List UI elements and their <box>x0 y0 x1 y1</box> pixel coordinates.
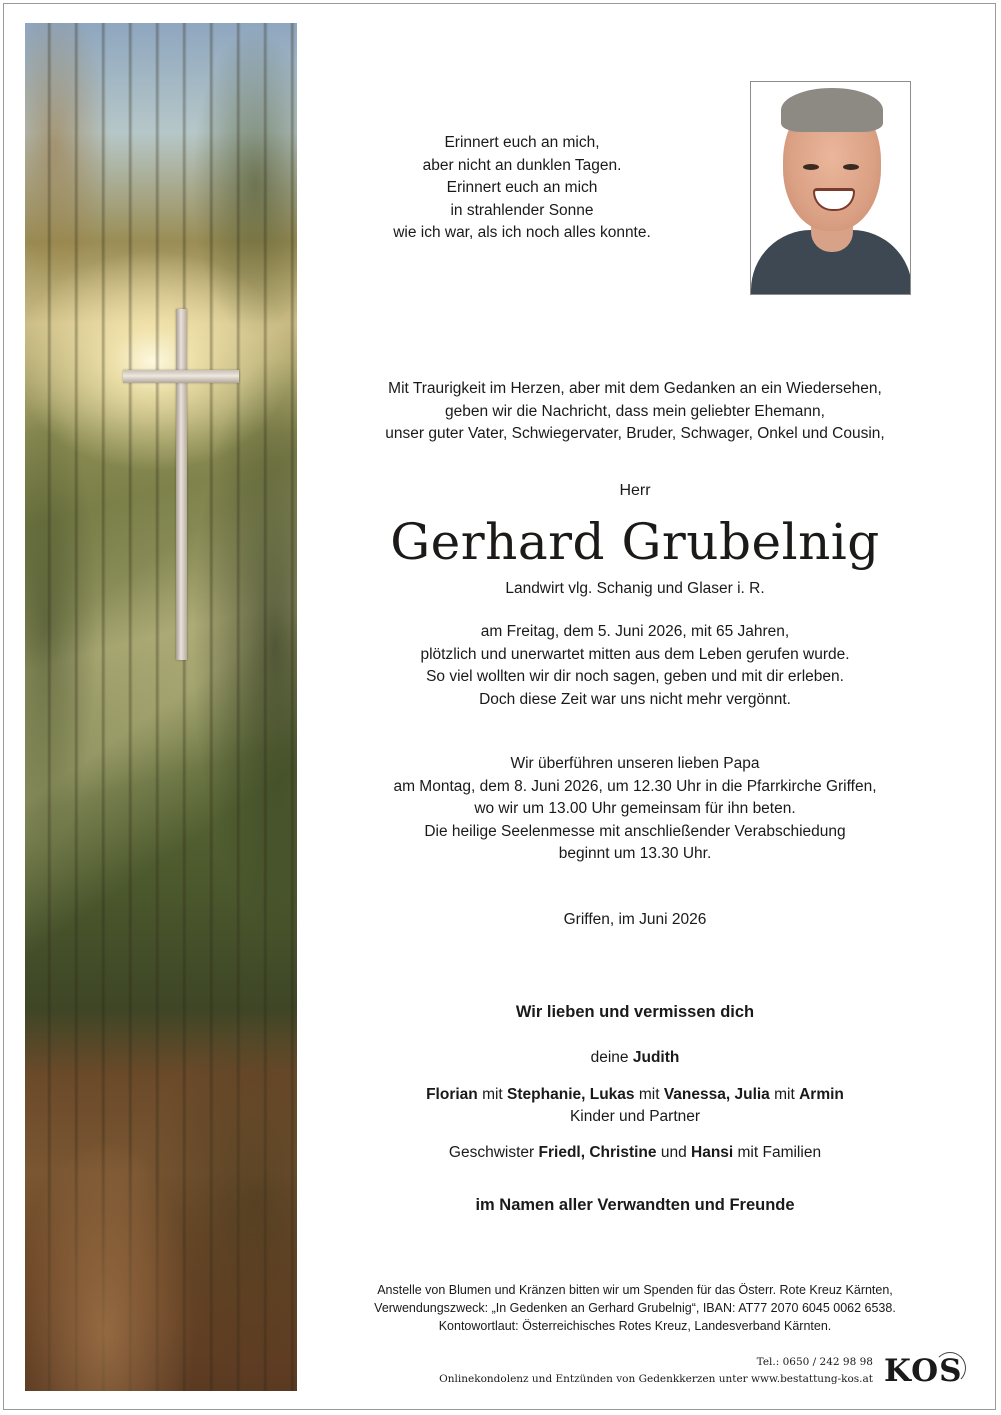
siblings-suffix: mit Familien <box>733 1144 822 1161</box>
donation-request <box>311 1281 959 1335</box>
sibling-name: Hansi <box>691 1144 734 1161</box>
portrait-eye-right <box>843 164 859 170</box>
children-line <box>311 1084 959 1106</box>
verse-line: in strahlender Sonne <box>450 201 594 219</box>
wife-prefix: deine <box>590 1049 633 1066</box>
forest-path <box>25 1003 297 1391</box>
death-notice <box>311 621 959 711</box>
wife-name: Judith <box>632 1049 680 1066</box>
death-line: plötzlich und unerwartet mitten aus dem Leben gerufen wurde. <box>420 645 850 663</box>
verse-line: aber nicht an dunklen Tagen. <box>422 156 622 174</box>
place-date: Griffen, im Juni 2026 <box>563 911 707 928</box>
intro-line: geben wir die Nachricht, dass mein geliebter Ehemann, <box>445 402 825 420</box>
kos-logo <box>884 1350 970 1390</box>
cross-horizontal-beam <box>123 370 239 383</box>
death-line: am Freitag, dem 5. Juni 2026, mit 65 Jahren, <box>480 623 790 640</box>
connector: mit <box>477 1086 508 1103</box>
siblings-line <box>311 1142 959 1164</box>
death-line: So viel wollten wir dir noch sagen, geben und mit dir erleben. <box>426 668 844 685</box>
portrait-eye-left <box>803 164 819 170</box>
connector: und <box>656 1144 691 1161</box>
verse-line: Erinnert euch an mich, <box>444 134 600 151</box>
funeral-line: Die heilige Seelenmesse mit anschließender Verabschiedung <box>424 822 846 840</box>
funeral-details <box>311 753 959 866</box>
funeral-line: beginnt um 13.30 Uhr. <box>558 845 712 862</box>
logo-text: KOS <box>884 1353 963 1389</box>
wife-line <box>311 1047 959 1069</box>
memorial-verse <box>367 132 677 245</box>
footer-website: Onlinekondolenz und Entzünden von Gedenkkerzen unter www.bestattung-kos.at <box>439 1373 873 1385</box>
child-name: Florian <box>426 1086 478 1103</box>
forest-path-image <box>25 23 297 1391</box>
donation-line: Anstelle von Blumen und Kränzen bitten wir um Spenden für das Österr. Rote Kreuz Kärnten, <box>377 1283 893 1297</box>
funeral-line: Wir überführen unseren lieben Papa <box>510 755 760 772</box>
child-name: Armin <box>799 1086 844 1103</box>
portrait-hair <box>781 88 883 132</box>
child-name: Stephanie, Lukas <box>507 1086 635 1103</box>
occupation: Landwirt vlg. Schanig und Glaser i. R. <box>505 580 765 597</box>
intro-line: Mit Traurigkeit im Herzen, aber mit dem Gedanken an ein Wiedersehen, <box>388 380 882 397</box>
love-line: Wir lieben und vermissen dich <box>515 1003 755 1021</box>
salutation: Herr <box>619 482 651 499</box>
cross-vertical-beam <box>176 309 187 660</box>
children-note: Kinder und Partner <box>569 1108 701 1125</box>
funeral-line: wo wir um 13.00 Uhr gemeinsam für ihn beten. <box>474 800 796 817</box>
intro-text <box>311 378 959 446</box>
footer-phone: Tel.: 0650 / 242 98 98 <box>756 1356 873 1368</box>
donation-line: Verwendungszweck: „In Gedenken an Gerhard Grubelnig“, IBAN: AT77 2070 6045 0062 6538. <box>374 1301 896 1315</box>
siblings-prefix: Geschwister <box>448 1144 539 1161</box>
verse-line: wie ich war, als ich noch alles konnte. <box>393 224 651 241</box>
child-name: Vanessa, Julia <box>663 1086 770 1103</box>
portrait-photo <box>750 81 911 295</box>
intro-line: unser guter Vater, Schwiegervater, Bruder, Schwager, Onkel und Cousin, <box>385 425 885 442</box>
all-relatives-line: im Namen aller Verwandten und Freunde <box>475 1196 795 1214</box>
deceased-name: Gerhard Grubelnig <box>390 513 880 571</box>
connector: mit <box>769 1086 800 1103</box>
verse-line: Erinnert euch an mich <box>446 179 598 196</box>
death-line: Doch diese Zeit war uns nicht mehr vergönnt. <box>479 690 791 708</box>
funeral-line: am Montag, dem 8. Juni 2026, um 12.30 Uhr in die Pfarrkirche Griffen, <box>393 777 877 795</box>
sibling-name: Friedl, Christine <box>538 1144 657 1161</box>
connector: mit <box>634 1086 664 1103</box>
donation-line: Kontowortlaut: Österreichisches Rotes Kreuz, Landesverband Kärnten. <box>438 1319 832 1333</box>
